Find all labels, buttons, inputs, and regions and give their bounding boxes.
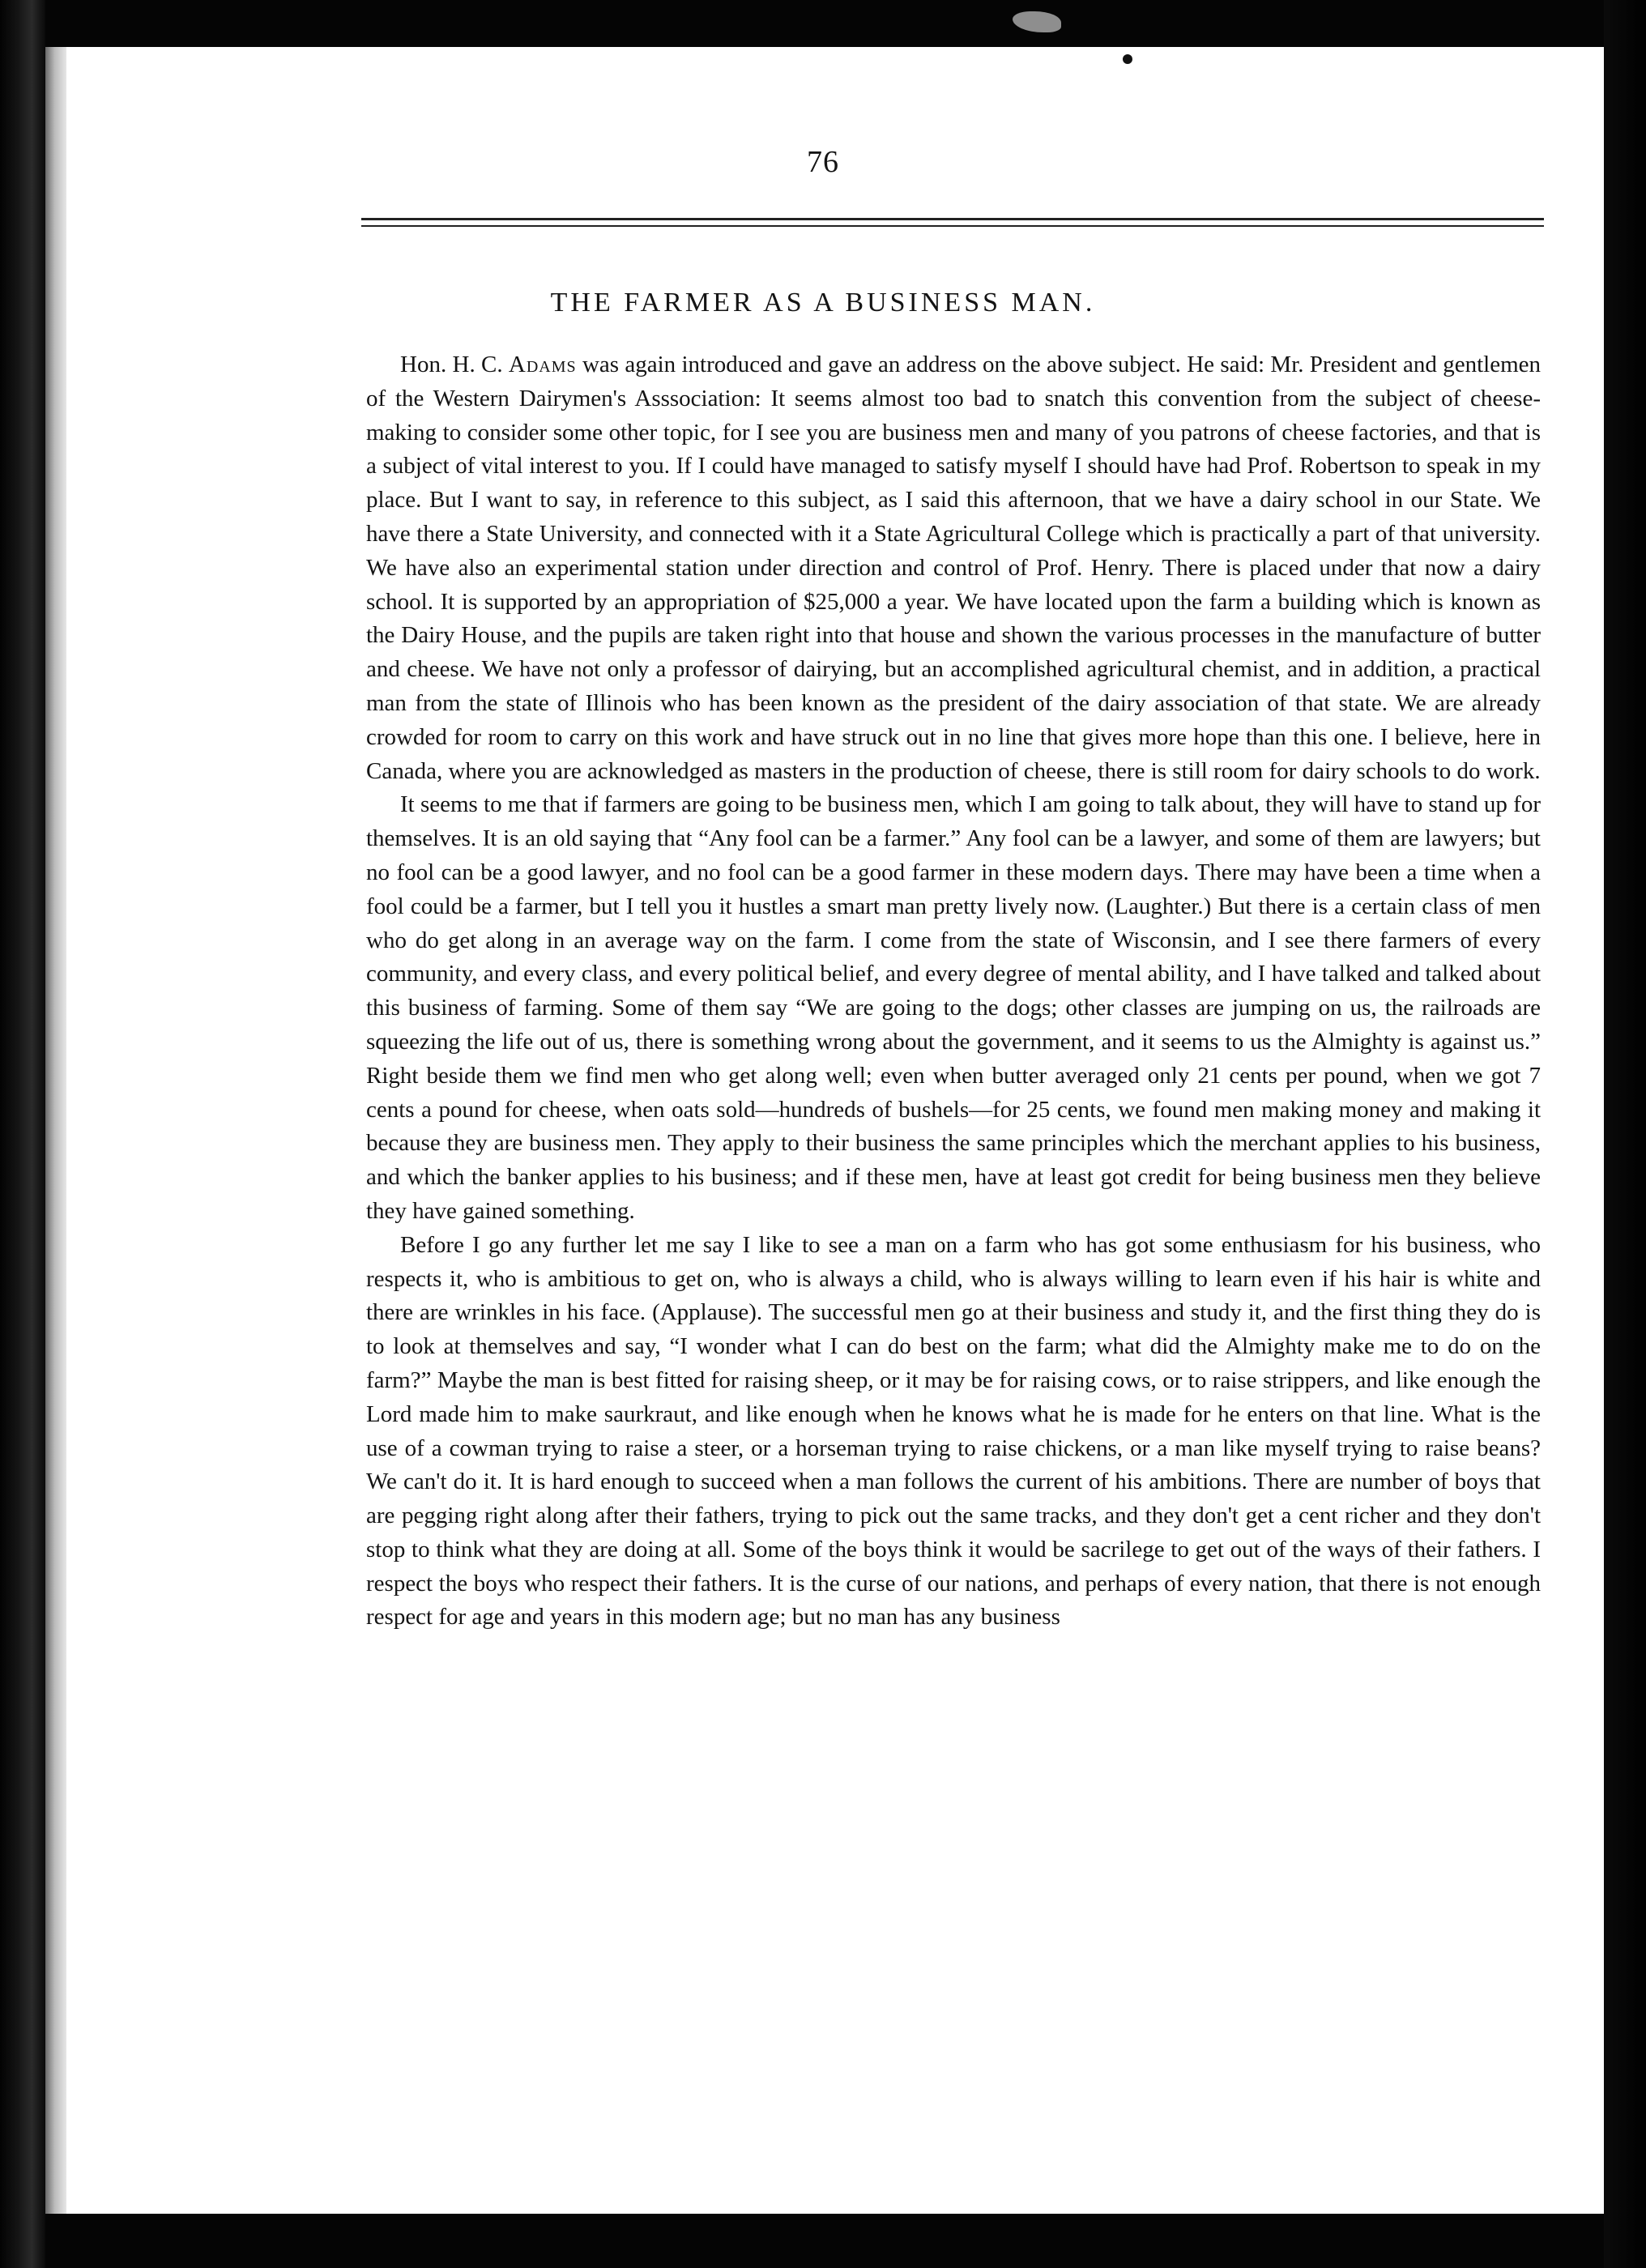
paragraph-3: Before I go any further let me say I like to see a man on a farm who has got some enthusiasm for his business, who respects it, who is ambitious to get on, who is always a child, who is always willing to learn even if his hair is white and there are wrinkles in his face. (Applause). The successful men go at their business and study it, and the first thing they do is to look at themselves and say, “I wonder what I can do best on the farm; what did the Almighty make me to do on the farm?” Maybe the man is best fitted for raising sheep, or it may be for raising cows, or to raise strippers, and like enough the Lord made him to make saurkraut, and like enough when he knows what he is made for he enters on that line. What is the use of a cowman trying to raise a steer, or a horseman trying to raise chickens, or a man like myself trying to raise beans? We can't do it. It is hard enough to succeed when a man follows the current of his ambitions. There are number of boys that are pegging right along after their fathers, trying to pick out the same tracks, and they don't get a cent richer and they don't stop to think what they are doing at all. Some of the boys think it would be sacrilege to get out of the ways of their fathers. I respect the boys who respect their fathers. It is the curse of our nations, and perhaps of every nation, that there is not enough respect for age and years in this modern age; but no man has any business xyxy=(366,1231,1541,1631)
scan-top-border xyxy=(0,0,1646,47)
book-gutter-shadow xyxy=(45,47,66,2214)
paragraph-2: It seems to me that if farmers are going to be business men, which I am going to talk about, they will have to stand up for themselves. It is an old saying that “Any fool can be a farmer.” Any fool can be a lawyer, and some of them are lawyers; but no fool can be a good lawyer, and no fool can be a good farmer in these modern days. There may have been a time when a fool could be a farmer, but I tell you it hustles a smart man pretty lively now. (Laughter.) But there is a certain class of men who do get along in an average way on the farm. I come from the state of Wisconsin, and I see there farmers of every community, and every class, and every political belief, and every degree of mental ability, and I have talked and talked about this business of farming. Some of them say “We are going to the dogs; other classes are jumping on us, the railroads are squeezing the life out of us, there is something wrong about the government, and it seems to us the Almighty is against us.” Right beside them we find men who get along well; even when butter averaged only 21 cents per pound, when we got 7 cents a pound for cheese, when oats sold—hundreds of bushels—for 25 cents, we found men making money and making it because they are business men. They apply to their business the same principles which the merchant applies to his business, and which the banker applies to his business; and if these men, have at least got credit for being business men they believe they have gained something. xyxy=(366,791,1541,1224)
scan-left-border xyxy=(0,0,45,2268)
page-number: 76 xyxy=(807,145,839,179)
paragraph-1-text: was again introduced and gave an address on the above subject. He said: Mr. President and gentlemen of the Western Dairymen's Asssociation: It seems almost too bad to snatch this convention from the subject of cheese-making to consider some other topic, for I see you are business men and many of you patrons of cheese factories, and that is a subject of vital interest to you. If I could have managed to satisfy myself I should have had Prof. Robertson to speak in my place. But I want to say, in reference to this subject, as I said this afternoon, that we have a dairy school in our State. We have there a State University, and connected with it a State Agricultural College which is practically a part of that university. We have also an experimental station under direction and control of Prof. Henry. There is placed under that now a dairy school. It is supported by an appropriation of $25,000 a year. We have located upon the farm a building which is known as the Dairy House, and the pupils are taken right into that house and shown the various processes in the manufacture of butter and cheese. We have not only a professor of dairying, but an accomplished agricultural chemist, and in addition, a practical man from the state of Illinois who has been known as the president of the dairy association of that state. We are already crowded for room to carry on this work and have struck out in no line that gives more hope than this one. I believe, here in Canada, where you are acknowledged as masters in the production of cheese, there is still room for dairy schools to do work. xyxy=(366,352,1541,784)
speaker-intro: Hon. H. C. xyxy=(400,352,509,377)
paragraph-1 xyxy=(366,348,1541,788)
scan-bottom-border xyxy=(0,2214,1646,2268)
scan-right-border xyxy=(1604,0,1646,2268)
ink-dot xyxy=(1123,54,1132,64)
article-body xyxy=(366,348,1541,1635)
header-rule-thick xyxy=(361,218,1544,220)
article-title: THE FARMER AS A BUSINESS MAN. xyxy=(550,288,1096,318)
speaker-name: Adams xyxy=(508,352,577,377)
header-rule-thin xyxy=(361,225,1544,227)
